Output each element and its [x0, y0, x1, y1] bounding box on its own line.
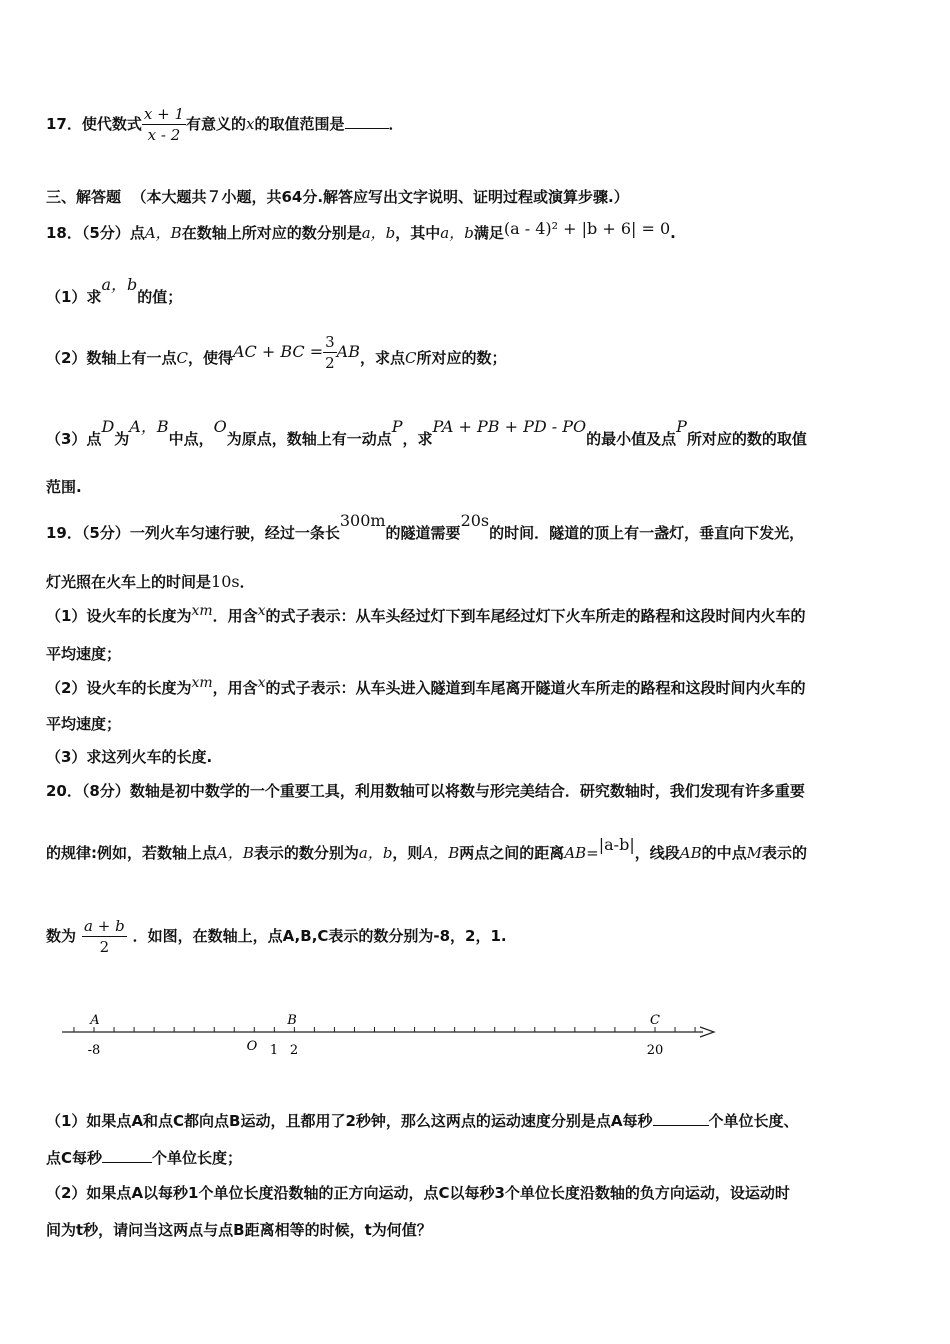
q20-part-2 [46, 1182, 790, 1203]
tick-label-2: 2 [289, 1043, 299, 1058]
q20-line-2-a: 的规律:例如，若数轴上点 [46, 844, 217, 862]
q18-part-2-fraction-den: 2 [325, 354, 335, 372]
q18-part-1-label: （1）求 [46, 288, 102, 306]
q17-fraction-denominator: x - 2 [147, 126, 181, 144]
q20-stem [46, 780, 805, 801]
q19-part-1-a: （1）设火车的长度为 [46, 607, 192, 625]
q20-line-2-c: ，则 [392, 844, 423, 862]
q19-text-2: 的隧道需要 [385, 524, 461, 542]
q20-part-2-line-2-text: 间为t秒，请问当这两点与点B距离相等的时候，t为何值？ [46, 1221, 432, 1239]
q18-part-2 [46, 333, 507, 379]
q18-part-2-rhs: AB [336, 342, 360, 361]
q17-fraction [142, 104, 186, 145]
q20-part-1-a: （1）如果点A和点C都向点B运动，且都用了2秒钟，那么这两点的运动速度分别是点A每秒 [46, 1112, 653, 1130]
point-label-a: A [90, 1013, 100, 1028]
q19-score: （5分） [81, 524, 130, 542]
q19-part-1-c: 的式子表示：从车头经过灯下到车尾经过灯下火车所走的路程和这段时间内火车的 [265, 607, 806, 625]
q19-stem [46, 511, 805, 543]
q20-part-2-line-2 [46, 1219, 432, 1240]
q18-end: . [670, 224, 676, 242]
q20-line-2-d: 两点之间的距离 [459, 844, 565, 862]
point-label-c: C [650, 1013, 660, 1028]
q19-part-2-x2: x [257, 675, 266, 691]
q20-stem-line-3 [46, 916, 507, 957]
q19-part-3-text: （3）求这列火车的长度. [46, 748, 213, 766]
point-label-b: B [287, 1013, 297, 1028]
q19-part-1-line-2-text: 平均速度； [46, 645, 122, 663]
origin-label: O [246, 1039, 258, 1054]
q20-text-1: 数轴是初中数学的一个重要工具，利用数轴可以将数与形完美结合．研究数轴时，我们发现有许多重要 [129, 782, 805, 800]
q18-part-3-t1: 为 [114, 430, 130, 448]
q20-line-2-m: M [746, 844, 762, 862]
q19-part-2 [46, 677, 806, 698]
q20-line-2-f: ，线段 [634, 844, 680, 862]
q20-line-2-g: AB [679, 844, 702, 862]
q20-part-1-line-2 [46, 1147, 242, 1168]
q20-stem-line-2 [46, 835, 807, 863]
q19-stem-line-2 [46, 571, 255, 592]
q19-text-3: 的时间．隧道的顶上有一盏灯，垂直向下发光， [489, 524, 805, 542]
q18-condition: (a - 4)² + |b + 6| = 0 [503, 219, 671, 238]
q17 [46, 104, 404, 145]
tick-label-1: 1 [269, 1043, 279, 1058]
q20-line-2-e: AB= [564, 844, 599, 862]
q18-part-2-label: （2）数轴上有一点 [46, 349, 177, 367]
q20-line-2-abs: |a-b| [598, 835, 635, 854]
q18-part-3-p: P [391, 417, 403, 436]
q19-part-1-x2: x [257, 603, 266, 619]
tick-label-c: 20 [646, 1043, 664, 1058]
q19-part-3 [46, 746, 212, 767]
q19-light-time: 10s [211, 572, 240, 591]
q20-number: 20． [46, 782, 82, 800]
q18-text-2: 在数轴上所对应的数分别是 [181, 224, 362, 242]
q17-text-mid: 有意义的 [186, 115, 247, 133]
q18-part-1-end: 的值； [137, 288, 183, 306]
q18-part-3-o: O [213, 417, 227, 436]
q17-text-pre: 使代数式 [81, 115, 142, 133]
q18-part-1-vars: a，b [101, 275, 138, 294]
q20-part-1 [46, 1110, 799, 1131]
q17-var: x [246, 115, 255, 133]
q18-points-ab: A，B [144, 224, 182, 242]
q18-part-2-fraction-num: 3 [325, 333, 335, 351]
q18-stem [46, 219, 676, 243]
q19-line-2-text: 灯光照在火车上的时间是 [46, 573, 212, 591]
q19-part-2-x: xm [191, 675, 213, 691]
q18-part-2-mid: ，使得 [187, 349, 233, 367]
q19-part-2-line-2 [46, 713, 121, 734]
tick-label-a: -8 [87, 1043, 101, 1058]
q18-part-2-point-c-2: C [405, 349, 417, 367]
q19-part-2-b: ，用含 [212, 679, 258, 697]
q18-part-2-lhs: AC + BC = [232, 342, 324, 361]
q18-part-1 [46, 275, 183, 307]
q18-part-3-label: （3）点 [46, 430, 102, 448]
q18-text-3: ，其中 [395, 224, 441, 242]
q18-part-3-ab: A，B [129, 417, 169, 436]
q20-line-2-i: 表示的 [761, 844, 807, 862]
q20-part-2-a: （2）如果点A以每秒1个单位长度沿数轴的正方向运动，点C以每秒3个单位长度沿数轴的负方向运动，设运动时 [46, 1184, 790, 1202]
q18-part-3-expr: PA + PB + PD - PO [432, 417, 587, 436]
q19-time: 20s [460, 511, 490, 530]
q20-line-2-ab2: a，b [358, 844, 393, 862]
q20-part-1-line-2-a: 点C每秒 [46, 1149, 103, 1167]
q20-part-1-line-2-b: 个单位长度； [152, 1149, 243, 1167]
q18-part-3-d: D [101, 417, 115, 436]
number-line-figure [0, 1008, 950, 1068]
q18-text-1: 点 [129, 224, 145, 242]
q17-end: ． [388, 115, 404, 133]
q20-part-1-blank-a[interactable] [653, 1125, 709, 1126]
number-line-ticks [74, 1027, 695, 1032]
q17-fraction-numerator: x + 1 [143, 105, 184, 123]
q18-text-4: 满足 [473, 224, 504, 242]
q19-part-1-line-2 [46, 643, 121, 664]
q20-line-2-h: 的中点 [701, 844, 747, 862]
q20-fraction-den: 2 [99, 938, 110, 956]
q20-line-3-a: 数为 [46, 927, 77, 945]
q19-part-2-a: （2）设火车的长度为 [46, 679, 192, 697]
q17-number: 17． [46, 115, 82, 133]
q19-number: 19． [46, 524, 82, 542]
section-3-header [46, 186, 629, 207]
q18-part-3-t3: 为原点，数轴上有一动点 [226, 430, 392, 448]
q20-part-1-blank-c[interactable] [102, 1162, 152, 1163]
q20-midpoint-fraction [82, 916, 127, 957]
q18-score: （5分） [81, 224, 130, 242]
q20-fraction-num: a + b [84, 917, 125, 935]
q20-part-1-b: 个单位长度、 [708, 1112, 799, 1130]
q17-answer-blank[interactable] [345, 128, 389, 129]
q18-part-2-end: 所对应的数； [416, 349, 507, 367]
q18-part-3-t5: 的最小值及点 [586, 430, 677, 448]
q18-part-3-t4: ，求 [402, 430, 433, 448]
q19-part-2-line-2-text: 平均速度； [46, 715, 122, 733]
q19-part-1-b: ．用含 [212, 607, 258, 625]
q17-text-post: 的取值范围是 [254, 115, 345, 133]
q20-line-2-ab: A，B [217, 844, 254, 862]
q18-part-3 [46, 417, 807, 449]
q19-part-2-c: 的式子表示：从车头进入隧道到车尾离开隧道火车所走的路程和这段时间内火车的 [265, 679, 806, 697]
q20-line-2-b: 表示的数分别为 [253, 844, 359, 862]
q18-part-3-line-2-text: 范围. [46, 478, 82, 496]
q20-line-2-ab3: A，B [422, 844, 460, 862]
q20-score: （8分） [81, 782, 130, 800]
q20-line-3-b: ．如图，在数轴上，点A,B,C表示的数分别为-8，2，1. [132, 927, 507, 945]
q18-number: 18． [46, 224, 82, 242]
q19-text-1: 一列火车匀速行驶，经过一条长 [129, 524, 340, 542]
q18-part-2-point-c: C [176, 349, 188, 367]
q18-part-3-t6: 所对应的数的取值 [686, 430, 807, 448]
q19-line-2-end: ． [239, 573, 255, 591]
q18-part-3-line-2 [46, 476, 82, 497]
q18-part-3-p2: P [676, 417, 687, 436]
q18-vars-ab: a，b [361, 224, 396, 242]
q19-part-1-x: xm [191, 603, 213, 619]
q19-length: 300m [339, 511, 386, 530]
q18-part-2-text: ，求点 [359, 349, 405, 367]
q18-vars-ab-2: a，b [440, 224, 474, 242]
section-3-note: （本大题共７小题，共64分.解答应写出文字说明、证明过程或演算步骤.） [131, 188, 629, 206]
section-3-title: 三、解答题 [46, 188, 122, 206]
q19-part-1 [46, 605, 806, 626]
q18-part-2-fraction [323, 332, 337, 373]
q18-part-3-t2: 中点， [168, 430, 214, 448]
